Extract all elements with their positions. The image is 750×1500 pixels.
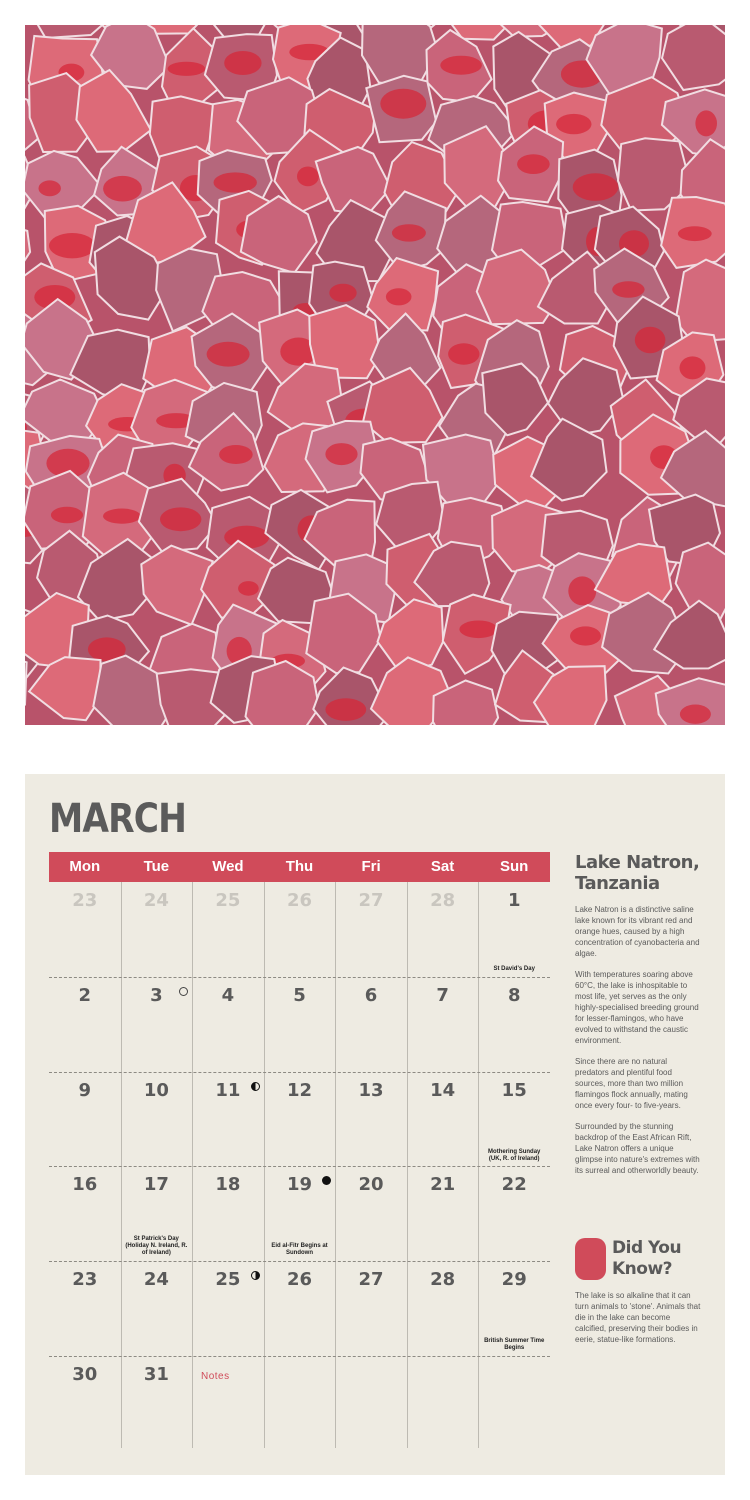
day-cell[interactable] — [49, 1072, 121, 1167]
day-cell[interactable] — [478, 1261, 550, 1356]
day-number: 26 — [286, 890, 313, 911]
day-number: 12 — [286, 1079, 313, 1101]
sidebar-title: Lake Natron, Tanzania — [575, 852, 700, 894]
day-number: 17 — [143, 1174, 169, 1196]
did-you-know-box — [575, 1238, 703, 1345]
day-cell[interactable] — [121, 1166, 193, 1261]
day-cell[interactable] — [49, 1356, 121, 1451]
day-cell[interactable] — [335, 882, 407, 977]
day-number: 8 — [507, 984, 521, 1006]
day-cell[interactable] — [121, 1072, 193, 1167]
day-number: 16 — [72, 1174, 98, 1196]
day-cell[interactable] — [478, 1072, 550, 1167]
day-event: St David's Day — [493, 966, 535, 972]
day-number: 9 — [78, 1079, 92, 1101]
weekday-label: Sat — [430, 858, 455, 875]
day-cell[interactable] — [264, 1072, 336, 1167]
day-number: 6 — [364, 984, 378, 1006]
day-event: St Patrick's Day (Holiday N. Ireland, R. of Ireland) — [125, 1236, 188, 1257]
day-cell[interactable] — [264, 977, 336, 1072]
day-cell[interactable] — [192, 1261, 264, 1356]
sidebar-paragraph: With temperatures soaring above 60°C, the lake is inhospitable to most life, yet serves as the only highly-specialised breeding ground for lesser-flamingos, who have evolved to withstand the caustic environment. — [575, 970, 699, 1045]
day-number: 26 — [286, 1269, 313, 1291]
lake-natron-photo — [25, 25, 725, 725]
day-cell[interactable] — [407, 1166, 479, 1261]
day-cell[interactable] — [49, 882, 121, 977]
moon-phase-first-icon — [251, 1271, 260, 1280]
day-number: 24 — [143, 1269, 169, 1291]
did-you-know-text: The lake is so alkaline that it can turn animals to 'stone'. Animals that die in the lake can become calcified, preserving their bodies in eerie, statue-like formations. — [575, 1291, 701, 1344]
day-number: 7 — [436, 984, 449, 1006]
day-cell[interactable] — [121, 882, 193, 977]
moon-phase-last-icon — [251, 1082, 260, 1091]
day-cell[interactable] — [49, 1261, 121, 1356]
day-cell[interactable] — [121, 977, 193, 1072]
day-number: 18 — [215, 1174, 241, 1196]
day-cell[interactable] — [264, 1166, 336, 1261]
day-cell[interactable] — [478, 882, 550, 977]
day-number: 1 — [507, 890, 521, 911]
did-you-know-title: Did You Know? — [612, 1238, 682, 1279]
day-cell[interactable] — [192, 882, 264, 977]
day-number: 3 — [150, 984, 163, 1006]
day-cell[interactable] — [121, 1261, 193, 1356]
day-event: Eid al-Fitr Begins at Sundown — [271, 1243, 328, 1257]
day-cell[interactable] — [49, 977, 121, 1072]
month-title: MARCH — [49, 796, 187, 842]
sidebar-paragraph: Lake Natron is a distinctive saline lake known for its vibrant red and orange hues, caused by a high concentration of cyanobacteria and algae. — [575, 905, 700, 958]
day-number: 2 — [78, 984, 92, 1006]
salt-crust-texture — [25, 25, 725, 725]
weekday-label: Mon — [69, 858, 101, 875]
day-number: 27 — [358, 1269, 384, 1291]
day-cell[interactable] — [407, 882, 479, 977]
did-you-know-badge — [575, 1238, 606, 1280]
moon-phase-full-icon — [179, 987, 188, 996]
day-number: 27 — [358, 890, 384, 911]
day-cell[interactable] — [407, 977, 479, 1072]
day-number: 10 — [143, 1079, 169, 1101]
day-number: 4 — [221, 984, 235, 1006]
day-number: 24 — [143, 890, 169, 911]
weekday-header — [49, 852, 550, 882]
day-number: 21 — [430, 1174, 456, 1196]
weekday-label: Fri — [361, 858, 381, 875]
day-number: 22 — [501, 1174, 527, 1196]
day-number: 19 — [286, 1174, 313, 1196]
day-number: 13 — [358, 1079, 384, 1101]
day-number: 28 — [430, 1269, 456, 1291]
day-cell[interactable] — [192, 977, 264, 1072]
day-cell[interactable] — [49, 1166, 121, 1261]
sidebar-paragraph: Since there are no natural predators and plentiful food sources, more than two million flamingos flock annually, mating once every four- to five-years. — [575, 1057, 688, 1110]
day-cell[interactable] — [192, 1072, 264, 1167]
day-cell[interactable] — [335, 1166, 407, 1261]
day-number: 20 — [358, 1174, 384, 1196]
sidebar — [575, 852, 703, 1176]
day-cell[interactable] — [335, 977, 407, 1072]
day-cell[interactable] — [335, 1072, 407, 1167]
day-cell[interactable] — [407, 1261, 479, 1356]
weekday-label: Tue — [143, 858, 170, 875]
day-cell[interactable] — [121, 1356, 193, 1451]
day-number: 23 — [72, 890, 98, 911]
day-cell[interactable] — [335, 1261, 407, 1356]
calendar-grid — [49, 882, 550, 1452]
day-number: 25 — [215, 890, 241, 911]
notes-label: Notes — [201, 1371, 230, 1382]
day-number: 28 — [430, 890, 456, 911]
weekday-label: Thu — [285, 858, 314, 875]
weekday-label: Wed — [212, 858, 244, 875]
day-cell[interactable] — [478, 977, 550, 1072]
day-cell[interactable] — [192, 1166, 264, 1261]
day-number: 14 — [430, 1079, 456, 1101]
day-number: 31 — [143, 1364, 169, 1385]
day-cell[interactable] — [407, 1072, 479, 1167]
day-number: 15 — [501, 1079, 527, 1101]
day-number: 30 — [72, 1364, 98, 1385]
day-number: 29 — [501, 1269, 527, 1291]
day-number: 5 — [293, 984, 306, 1006]
day-cell[interactable] — [264, 1261, 336, 1356]
day-event: British Summer Time Begins — [484, 1338, 545, 1352]
day-cell[interactable] — [264, 882, 336, 977]
day-event: Mothering Sunday (UK, R. of Ireland) — [488, 1148, 541, 1162]
day-number: 23 — [72, 1269, 98, 1291]
day-cell[interactable] — [478, 1166, 550, 1261]
day-number: 11 — [215, 1079, 241, 1101]
weekday-label: Sun — [499, 858, 529, 875]
day-number: 25 — [215, 1269, 241, 1291]
sidebar-paragraph: Surrounded by the stunning backdrop of the East African Rift, Lake Natron offers a unique glimpse into nature's extremes with its surreal and otherworldly beauty. — [575, 1122, 700, 1175]
calendar-panel — [25, 774, 725, 1475]
